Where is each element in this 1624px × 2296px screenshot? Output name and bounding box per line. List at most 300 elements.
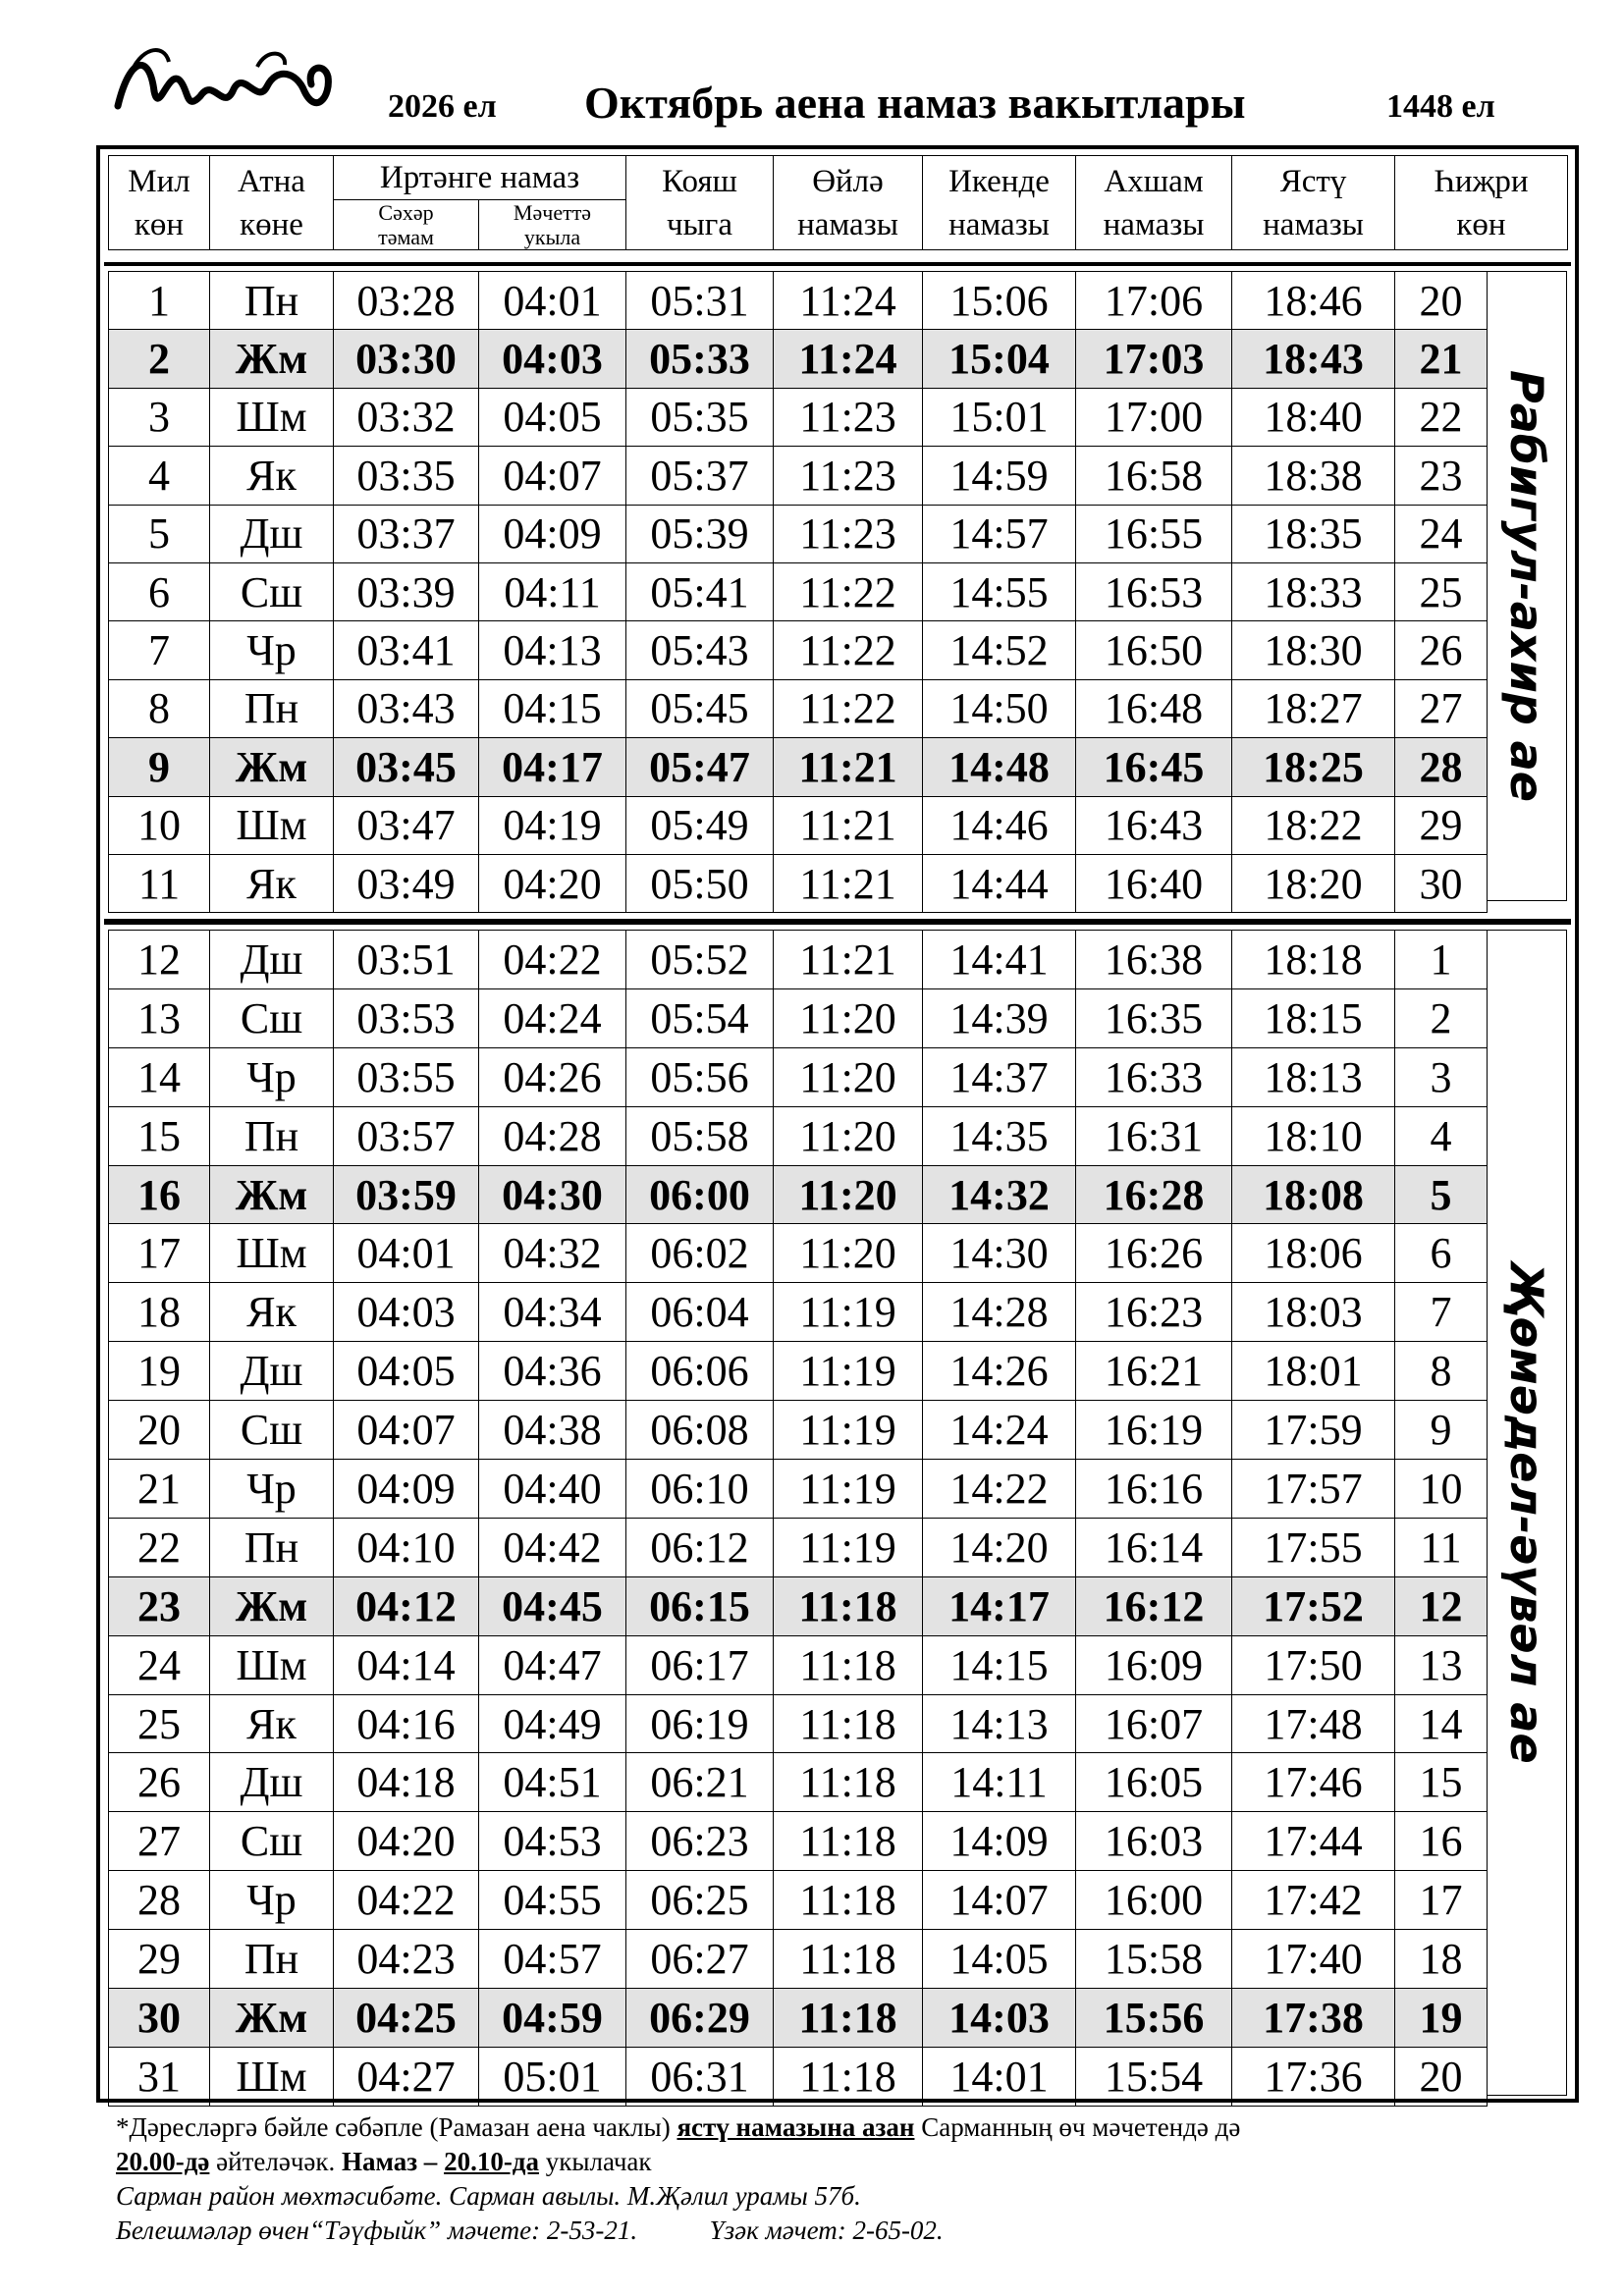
mechette-ukyla: 04:17 [479, 738, 626, 796]
oyle-namaz: 11:18 [774, 1812, 923, 1871]
weekday: Сш [210, 562, 334, 620]
seher-temam: 03:43 [334, 679, 479, 737]
ikende-namaz: 14:30 [923, 1224, 1076, 1283]
table-row [109, 562, 1488, 620]
yastu-namaz: 18:13 [1232, 1047, 1395, 1106]
yastu-namaz: 18:20 [1232, 854, 1395, 912]
koyash-chyga: 05:58 [626, 1106, 774, 1165]
footer-line-1: *Дәресләргә бәйле сәбәпле (Рамазан аена чаклы) ястү намазына азан Сарманның өч мәчетендә дә [116, 2112, 1241, 2142]
weekday: Як [210, 1694, 334, 1753]
mechette-ukyla: 04:38 [479, 1401, 626, 1460]
ikende-namaz: 14:17 [923, 1576, 1076, 1635]
footer-notes [116, 2110, 1530, 2248]
mechette-ukyla: 04:47 [479, 1635, 626, 1694]
akhsham-namaz: 16:19 [1076, 1401, 1232, 1460]
akhsham-namaz: 16:00 [1076, 1871, 1232, 1930]
table-row [109, 988, 1488, 1047]
day-number: 12 [109, 931, 210, 989]
yastu-namaz: 18:01 [1232, 1342, 1395, 1401]
ikende-namaz: 14:55 [923, 562, 1076, 620]
hijri-day: 10 [1395, 1460, 1488, 1519]
yastu-namaz: 17:59 [1232, 1401, 1395, 1460]
akhsham-namaz: 16:05 [1076, 1753, 1232, 1812]
mechette-ukyla: 04:05 [479, 388, 626, 446]
hijri-day: 26 [1395, 621, 1488, 679]
hijri-day: 21 [1395, 330, 1488, 388]
ikende-namaz: 14:07 [923, 1871, 1076, 1930]
yastu-namaz: 17:50 [1232, 1635, 1395, 1694]
day-number: 7 [109, 621, 210, 679]
akhsham-namaz: 16:53 [1076, 562, 1232, 620]
hijri-day: 29 [1395, 796, 1488, 854]
mechette-ukyla: 04:13 [479, 621, 626, 679]
mechette-ukyla: 04:28 [479, 1106, 626, 1165]
day-number: 10 [109, 796, 210, 854]
hijri-day: 20 [1395, 272, 1488, 330]
oyle-namaz: 11:21 [774, 738, 923, 796]
oyle-namaz: 11:20 [774, 988, 923, 1047]
table-row [109, 1342, 1488, 1401]
koyash-chyga: 06:29 [626, 1989, 774, 2048]
ikende-namaz: 15:01 [923, 388, 1076, 446]
header-irtenge-namaz: Иртәнге намаз [334, 156, 626, 200]
yastu-namaz: 18:03 [1232, 1283, 1395, 1342]
koyash-chyga: 06:17 [626, 1635, 774, 1694]
akhsham-namaz: 15:58 [1076, 1930, 1232, 1989]
yastu-namaz: 17:36 [1232, 2047, 1395, 2106]
mechette-ukyla: 05:01 [479, 2047, 626, 2106]
table-row [109, 1401, 1488, 1460]
day-number: 20 [109, 1401, 210, 1460]
hijri-day: 17 [1395, 1871, 1488, 1930]
day-number: 8 [109, 679, 210, 737]
seher-temam: 04:25 [334, 1989, 479, 2048]
ikende-namaz: 14:05 [923, 1930, 1076, 1989]
yastu-namaz: 18:08 [1232, 1165, 1395, 1224]
weekday: Шм [210, 2047, 334, 2106]
koyash-chyga: 05:49 [626, 796, 774, 854]
akhsham-namaz: 16:40 [1076, 854, 1232, 912]
day-number: 15 [109, 1106, 210, 1165]
ikende-namaz: 14:13 [923, 1694, 1076, 1753]
koyash-chyga: 06:21 [626, 1753, 774, 1812]
mechette-ukyla: 04:07 [479, 447, 626, 505]
table-row [109, 1989, 1488, 2048]
table-row [109, 621, 1488, 679]
hijri-day: 14 [1395, 1694, 1488, 1753]
weekday: Жм [210, 1989, 334, 2048]
ikende-namaz: 14:57 [923, 505, 1076, 562]
koyash-chyga: 05:52 [626, 931, 774, 989]
table-row [109, 447, 1488, 505]
mechette-ukyla: 04:32 [479, 1224, 626, 1283]
day-number: 21 [109, 1460, 210, 1519]
month-label: Рабигул-ахир ае [1499, 369, 1553, 803]
weekday: Жм [210, 1576, 334, 1635]
seher-temam: 04:22 [334, 1871, 479, 1930]
oyle-namaz: 11:20 [774, 1224, 923, 1283]
hijri-month-jumada-al-awwal [1487, 930, 1567, 2096]
prayer-table-part-1 [108, 271, 1488, 913]
mechette-ukyla: 04:11 [479, 562, 626, 620]
ikende-namaz: 14:09 [923, 1812, 1076, 1871]
akhsham-namaz: 17:00 [1076, 388, 1232, 446]
day-number: 29 [109, 1930, 210, 1989]
akhsham-namaz: 16:07 [1076, 1694, 1232, 1753]
weekday: Шм [210, 1224, 334, 1283]
koyash-chyga: 05:56 [626, 1047, 774, 1106]
page-header [0, 0, 1624, 147]
koyash-chyga: 05:45 [626, 679, 774, 737]
koyash-chyga: 06:02 [626, 1224, 774, 1283]
koyash-chyga: 06:31 [626, 2047, 774, 2106]
month-separator [104, 919, 1571, 925]
mechette-ukyla: 04:40 [479, 1460, 626, 1519]
ikende-namaz: 14:37 [923, 1047, 1076, 1106]
ikende-namaz: 14:24 [923, 1401, 1076, 1460]
ikende-namaz: 14:28 [923, 1283, 1076, 1342]
yastu-namaz: 17:57 [1232, 1460, 1395, 1519]
mechette-ukyla: 04:53 [479, 1812, 626, 1871]
mechette-ukyla: 04:36 [479, 1342, 626, 1401]
ikende-namaz: 14:50 [923, 679, 1076, 737]
header-ikende: Икенде намазы [923, 156, 1076, 250]
akhsham-namaz: 15:54 [1076, 2047, 1232, 2106]
table-row [109, 1106, 1488, 1165]
weekday: Дш [210, 1753, 334, 1812]
ikende-namaz: 14:11 [923, 1753, 1076, 1812]
mechette-ukyla: 04:55 [479, 1871, 626, 1930]
mechette-ukyla: 04:03 [479, 330, 626, 388]
seher-temam: 03:32 [334, 388, 479, 446]
seher-temam: 04:05 [334, 1342, 479, 1401]
akhsham-namaz: 16:58 [1076, 447, 1232, 505]
hijri-day: 2 [1395, 988, 1488, 1047]
yastu-namaz: 18:18 [1232, 931, 1395, 989]
akhsham-namaz: 16:23 [1076, 1283, 1232, 1342]
koyash-chyga: 06:10 [626, 1460, 774, 1519]
koyash-chyga: 05:47 [626, 738, 774, 796]
table-row [109, 1460, 1488, 1519]
ikende-namaz: 14:52 [923, 621, 1076, 679]
oyle-namaz: 11:18 [774, 1871, 923, 1930]
footer-line-2: 20.00-дә әйтеләчәк. Намаз – 20.10-да укылачак [116, 2147, 652, 2176]
table-row [109, 330, 1488, 388]
seher-temam: 04:07 [334, 1401, 479, 1460]
akhsham-namaz: 16:31 [1076, 1106, 1232, 1165]
day-number: 30 [109, 1989, 210, 2048]
koyash-chyga: 05:35 [626, 388, 774, 446]
table-row [109, 272, 1488, 330]
akhsham-namaz: 16:48 [1076, 679, 1232, 737]
day-number: 22 [109, 1518, 210, 1576]
day-number: 16 [109, 1165, 210, 1224]
ikende-namaz: 14:15 [923, 1635, 1076, 1694]
day-number: 2 [109, 330, 210, 388]
weekday: Сш [210, 1812, 334, 1871]
akhsham-namaz: 16:28 [1076, 1165, 1232, 1224]
mechette-ukyla: 04:19 [479, 796, 626, 854]
seher-temam: 03:53 [334, 988, 479, 1047]
hijri-day: 15 [1395, 1753, 1488, 1812]
table-row [109, 1930, 1488, 1989]
seher-temam: 04:16 [334, 1694, 479, 1753]
day-number: 9 [109, 738, 210, 796]
akhsham-namaz: 16:03 [1076, 1812, 1232, 1871]
table-row [109, 1165, 1488, 1224]
seher-temam: 03:49 [334, 854, 479, 912]
table-row [109, 931, 1488, 989]
table-row [109, 796, 1488, 854]
koyash-chyga: 06:06 [626, 1342, 774, 1401]
seher-temam: 04:03 [334, 1283, 479, 1342]
seher-temam: 03:47 [334, 796, 479, 854]
oyle-namaz: 11:23 [774, 505, 923, 562]
weekday: Пн [210, 1518, 334, 1576]
koyash-chyga: 06:27 [626, 1930, 774, 1989]
day-number: 28 [109, 1871, 210, 1930]
hijri-month-rabi-al-akhir [1487, 271, 1567, 901]
oyle-namaz: 11:18 [774, 1576, 923, 1635]
hijri-day: 13 [1395, 1635, 1488, 1694]
table-row [109, 505, 1488, 562]
oyle-namaz: 11:22 [774, 679, 923, 737]
day-number: 27 [109, 1812, 210, 1871]
oyle-namaz: 11:18 [774, 1694, 923, 1753]
akhsham-namaz: 16:55 [1076, 505, 1232, 562]
seher-temam: 03:51 [334, 931, 479, 989]
azan-time: 20.00-дә [116, 2147, 210, 2176]
seher-temam: 03:35 [334, 447, 479, 505]
day-number: 25 [109, 1694, 210, 1753]
ikende-namaz: 14:39 [923, 988, 1076, 1047]
day-number: 23 [109, 1576, 210, 1635]
koyash-chyga: 06:23 [626, 1812, 774, 1871]
koyash-chyga: 06:00 [626, 1165, 774, 1224]
hijri-day: 6 [1395, 1224, 1488, 1283]
weekday: Дш [210, 1342, 334, 1401]
ikende-namaz: 14:32 [923, 1165, 1076, 1224]
oyle-namaz: 11:23 [774, 388, 923, 446]
weekday: Як [210, 1283, 334, 1342]
hijri-day: 1 [1395, 931, 1488, 989]
koyash-chyga: 05:50 [626, 854, 774, 912]
table-row [109, 1047, 1488, 1106]
oyle-namaz: 11:19 [774, 1342, 923, 1401]
yastu-namaz: 17:42 [1232, 1871, 1395, 1930]
oyle-namaz: 11:21 [774, 796, 923, 854]
oyle-namaz: 11:21 [774, 931, 923, 989]
hijri-day: 9 [1395, 1401, 1488, 1460]
mechette-ukyla: 04:45 [479, 1576, 626, 1635]
mechette-ukyla: 04:30 [479, 1165, 626, 1224]
akhsham-namaz: 16:26 [1076, 1224, 1232, 1283]
table-row [109, 738, 1488, 796]
oyle-namaz: 11:18 [774, 1635, 923, 1694]
yastu-namaz: 18:15 [1232, 988, 1395, 1047]
oyle-namaz: 11:20 [774, 1047, 923, 1106]
header-atna-kone: Атна көне [210, 156, 334, 250]
akhsham-namaz: 15:56 [1076, 1989, 1232, 2048]
mechette-ukyla: 04:01 [479, 272, 626, 330]
oyle-namaz: 11:22 [774, 621, 923, 679]
gregorian-year: 2026 ел [388, 88, 497, 125]
koyash-chyga: 06:19 [626, 1694, 774, 1753]
header-oyle: Өйлә намазы [774, 156, 923, 250]
oyle-namaz: 11:22 [774, 562, 923, 620]
oyle-namaz: 11:20 [774, 1165, 923, 1224]
ikende-namaz: 14:59 [923, 447, 1076, 505]
ikende-namaz: 14:26 [923, 1342, 1076, 1401]
table-row [109, 1694, 1488, 1753]
oyle-namaz: 11:20 [774, 1106, 923, 1165]
yastu-namaz: 17:55 [1232, 1518, 1395, 1576]
day-number: 24 [109, 1635, 210, 1694]
yastu-namaz: 17:48 [1232, 1694, 1395, 1753]
seher-temam: 03:39 [334, 562, 479, 620]
footer-contacts: Белешмәләр өчен“Тәүфыйк” мәчете: 2-53-21. Үзәк мәчет: 2-65-02. [116, 2216, 944, 2245]
akhsham-namaz: 16:33 [1076, 1047, 1232, 1106]
koyash-chyga: 05:54 [626, 988, 774, 1047]
weekday: Сш [210, 1401, 334, 1460]
hijri-day: 25 [1395, 562, 1488, 620]
hijri-day: 3 [1395, 1047, 1488, 1106]
ikende-namaz: 14:20 [923, 1518, 1076, 1576]
hijri-day: 24 [1395, 505, 1488, 562]
weekday: Дш [210, 505, 334, 562]
calligraphy-logo [110, 37, 336, 131]
ikende-namaz: 15:04 [923, 330, 1076, 388]
koyash-chyga: 06:15 [626, 1576, 774, 1635]
weekday: Чр [210, 621, 334, 679]
koyash-chyga: 05:33 [626, 330, 774, 388]
hijri-day: 28 [1395, 738, 1488, 796]
yastu-namaz: 18:27 [1232, 679, 1395, 737]
seher-temam: 04:09 [334, 1460, 479, 1519]
oyle-namaz: 11:18 [774, 1753, 923, 1812]
yastu-namaz: 18:10 [1232, 1106, 1395, 1165]
akhsham-namaz: 17:06 [1076, 272, 1232, 330]
day-number: 31 [109, 2047, 210, 2106]
seher-temam: 04:01 [334, 1224, 479, 1283]
ikende-namaz: 14:48 [923, 738, 1076, 796]
mechette-ukyla: 04:57 [479, 1930, 626, 1989]
yastu-namaz: 18:22 [1232, 796, 1395, 854]
seher-temam: 04:23 [334, 1930, 479, 1989]
akhsham-namaz: 16:38 [1076, 931, 1232, 989]
day-number: 14 [109, 1047, 210, 1106]
hijri-day: 5 [1395, 1165, 1488, 1224]
yastu-namaz: 18:46 [1232, 272, 1395, 330]
seher-temam: 03:30 [334, 330, 479, 388]
yastu-namaz: 18:30 [1232, 621, 1395, 679]
table-row [109, 2047, 1488, 2106]
seher-temam: 04:14 [334, 1635, 479, 1694]
weekday: Чр [210, 1460, 334, 1519]
ikende-namaz: 14:35 [923, 1106, 1076, 1165]
seher-temam: 03:57 [334, 1106, 479, 1165]
mechette-ukyla: 04:09 [479, 505, 626, 562]
oyle-namaz: 11:18 [774, 2047, 923, 2106]
mechette-ukyla: 04:34 [479, 1283, 626, 1342]
akhsham-namaz: 17:03 [1076, 330, 1232, 388]
akhsham-namaz: 16:43 [1076, 796, 1232, 854]
weekday: Пн [210, 1106, 334, 1165]
seher-temam: 04:20 [334, 1812, 479, 1871]
oyle-namaz: 11:21 [774, 854, 923, 912]
akhsham-namaz: 16:12 [1076, 1576, 1232, 1635]
yastu-namaz: 17:44 [1232, 1812, 1395, 1871]
day-number: 18 [109, 1283, 210, 1342]
mechette-ukyla: 04:15 [479, 679, 626, 737]
weekday: Жм [210, 1165, 334, 1224]
mechette-ukyla: 04:22 [479, 931, 626, 989]
table-row [109, 1812, 1488, 1871]
day-number: 4 [109, 447, 210, 505]
month-label: Җөмәдел-әүвәл ае [1499, 1261, 1553, 1764]
seher-temam: 04:10 [334, 1518, 479, 1576]
oyle-namaz: 11:23 [774, 447, 923, 505]
seher-temam: 03:37 [334, 505, 479, 562]
header-mechette-ukyla: Мәчеттә укыла [479, 200, 626, 250]
column-headers [108, 155, 1568, 250]
hijri-day: 23 [1395, 447, 1488, 505]
ikende-namaz: 14:01 [923, 2047, 1076, 2106]
weekday: Пн [210, 1930, 334, 1989]
hijri-day: 19 [1395, 1989, 1488, 2048]
weekday: Жм [210, 330, 334, 388]
hijri-day: 22 [1395, 388, 1488, 446]
seher-temam: 04:18 [334, 1753, 479, 1812]
oyle-namaz: 11:18 [774, 1930, 923, 1989]
hijri-day: 27 [1395, 679, 1488, 737]
oyle-namaz: 11:18 [774, 1989, 923, 2048]
table-row [109, 1283, 1488, 1342]
emphasis-azan: ястү намазына азан [677, 2112, 915, 2142]
oyle-namaz: 11:19 [774, 1518, 923, 1576]
table-row [109, 1576, 1488, 1635]
hijri-day: 11 [1395, 1518, 1488, 1576]
table-row [109, 854, 1488, 912]
oyle-namaz: 11:24 [774, 272, 923, 330]
yastu-namaz: 18:35 [1232, 505, 1395, 562]
header-yastu: Ястү намазы [1232, 156, 1395, 250]
table-row [109, 1871, 1488, 1930]
yastu-namaz: 18:43 [1232, 330, 1395, 388]
seher-temam: 03:59 [334, 1165, 479, 1224]
header-koyash: Кояш чыга [626, 156, 774, 250]
day-number: 1 [109, 272, 210, 330]
header-akhsham: Ахшам намазы [1076, 156, 1232, 250]
weekday: Як [210, 854, 334, 912]
weekday: Пн [210, 272, 334, 330]
koyash-chyga: 05:41 [626, 562, 774, 620]
koyash-chyga: 06:25 [626, 1871, 774, 1930]
yastu-namaz: 17:40 [1232, 1930, 1395, 1989]
yastu-namaz: 18:25 [1232, 738, 1395, 796]
mechette-ukyla: 04:51 [479, 1753, 626, 1812]
day-number: 6 [109, 562, 210, 620]
koyash-chyga: 06:04 [626, 1283, 774, 1342]
hijri-day: 30 [1395, 854, 1488, 912]
table-row [109, 1518, 1488, 1576]
day-number: 3 [109, 388, 210, 446]
weekday: Шм [210, 796, 334, 854]
oyle-namaz: 11:24 [774, 330, 923, 388]
weekday: Шм [210, 388, 334, 446]
weekday: Як [210, 447, 334, 505]
yastu-namaz: 18:33 [1232, 562, 1395, 620]
